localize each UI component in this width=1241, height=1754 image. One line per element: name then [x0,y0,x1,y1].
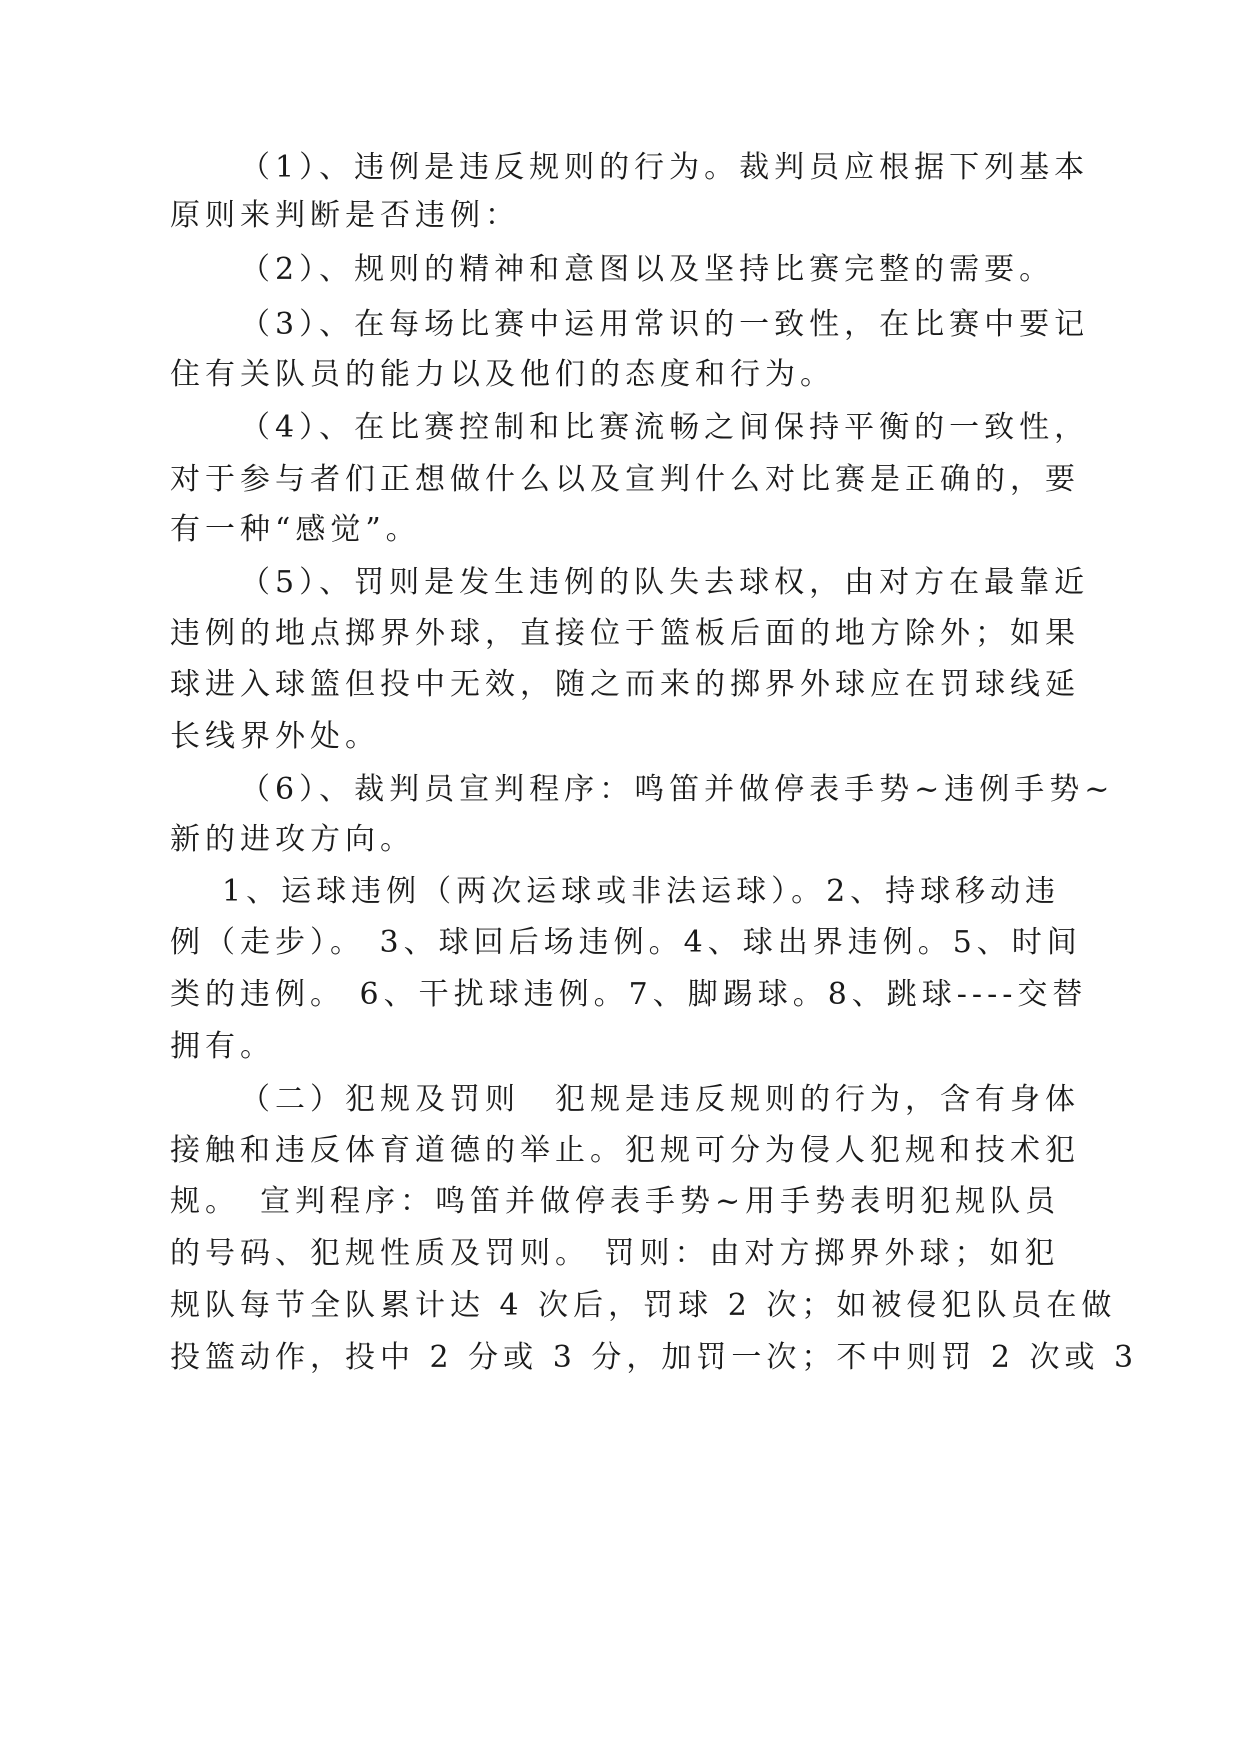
text-line: 原则来判断是否违例： [170,198,520,233]
text-line: 长线界外处。 [170,719,380,754]
text-line: 对于参与者们正想做什么以及宣判什么对比赛是正确的，要 [170,462,1080,497]
text-line: （5）、罚则是发生违例的队失去球权，由对方在最靠近 [240,565,1090,600]
text-line: 球进入球篮但投中无效，随之而来的掷界外球应在罚球线延 [170,667,1080,702]
text-line: 违例的地点掷界外球，直接位于篮板后面的地方除外；如果 [170,616,1080,651]
text-line: （1）、违例是违反规则的行为。裁判员应根据下列基本 [240,150,1090,185]
text-line: 1、运球违例（两次运球或非法运球）。2、持球移动违 [222,874,1061,909]
text-line: 住有关队员的能力以及他们的态度和行为。 [170,357,835,392]
text-line: 新的进攻方向。 [170,822,415,857]
text-line: 拥有。 [170,1029,275,1064]
text-line: 有一种“感觉”。 [170,512,421,547]
text-line: （6）、裁判员宣判程序：鸣笛并做停表手势~违例手势~ [240,772,1115,807]
text-line: （4）、在比赛控制和比赛流畅之间保持平衡的一致性， [240,410,1090,445]
text-line: 接触和违反体育道德的举止。犯规可分为侵人犯规和技术犯 [170,1133,1080,1168]
text-line: （二）犯规及罚则 犯规是违反规则的行为，含有身体 [240,1082,1080,1117]
text-line: 类的违例。 6、干扰球违例。7、脚踢球。8、跳球----交替 [170,977,1088,1012]
text-line: 规队每节全队累计达 4 次后，罚球 2 次；如被侵犯队员在做 [170,1288,1117,1323]
text-line: 规。 宣判程序：鸣笛并做停表手势~用手势表明犯规队员 [170,1184,1061,1219]
text-line: （2）、规则的精神和意图以及坚持比赛完整的需要。 [240,252,1055,287]
text-line: 投篮动作，投中 2 分或 3 分，加罚一次；不中则罚 2 次或 3 [170,1340,1139,1375]
text-line: 的号码、犯规性质及罚则。 罚则：由对方掷界外球；如犯 [170,1236,1060,1271]
text-line: （3）、在每场比赛中运用常识的一致性，在比赛中要记 [240,307,1090,342]
text-line: 例（走步）。 3、球回后场违例。4、球出界违例。5、时间 [170,925,1082,960]
